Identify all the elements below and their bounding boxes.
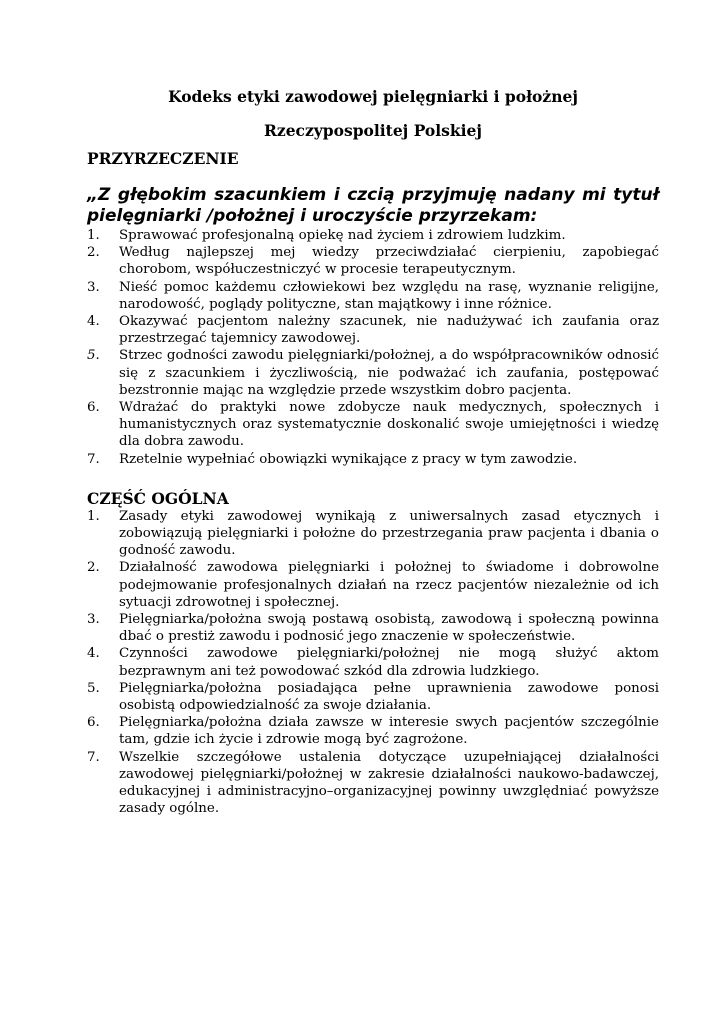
list-item-number: 6. xyxy=(87,400,100,416)
list-item-text: Sprawować profesjonalną opiekę nad życiem i zdrowiem ludzkim. xyxy=(119,228,566,243)
list-item-text: Czynności zawodowe pielęgniarki/położnej nie mogą służyć aktom bezprawnym ani też powodować szkód dla zdrowia ludzkiego. xyxy=(119,646,659,679)
list-item-number: 2. xyxy=(87,560,100,576)
oath-heading: PRZYRZECZENIE xyxy=(87,149,239,168)
document-title-country: Rzeczypospolitej Polskiej xyxy=(264,121,482,140)
list-item xyxy=(87,227,659,244)
list-item xyxy=(87,313,659,347)
list-item xyxy=(87,680,659,714)
list-item-text: Rzetelnie wypełniać obowiązki wynikające z pracy w tym zawodzie. xyxy=(119,451,578,467)
list-item-number: 4. xyxy=(87,314,100,330)
list-item xyxy=(87,347,659,399)
list-item xyxy=(87,508,659,560)
list-item-number: 5. xyxy=(87,348,100,364)
general-section-heading: CZĘŚĆ OGÓLNA xyxy=(87,488,229,508)
list-item-number: 1. xyxy=(87,228,100,243)
general-list xyxy=(87,508,659,818)
list-item-number: 3. xyxy=(87,612,100,628)
list-item xyxy=(87,714,659,748)
list-item xyxy=(87,244,659,278)
list-item-text: Okazywać pacjentom należny szacunek, nie nadużywać ich zaufania oraz przestrzegać tajemnicy zawodowej. xyxy=(119,314,659,347)
list-item xyxy=(87,451,659,468)
list-item-number: 3. xyxy=(87,279,100,295)
list-item xyxy=(87,279,659,313)
list-item xyxy=(87,645,659,679)
list-item-number: 7. xyxy=(87,451,100,467)
list-item-number: 2. xyxy=(87,245,100,261)
list-item-text: Wszelkie szczegółowe ustalenia dotyczące uzupełniającej działalności zawodowej pielęgniarki/położnej w zakresie działalności naukowo-badawczej, edukacyjnej i administracyjno–organizacyjnej powinny uwzględniać powyższe zasady ogólne. xyxy=(119,749,659,817)
list-item xyxy=(87,559,659,611)
list-item-text: Według najlepszej mej wiedzy przeciwdziałać cierpieniu, zapobiegać chorobom, współuczestniczyć w procesie terapeutycznym. xyxy=(119,245,659,278)
list-item-text: Pielęgniarka/położna posiadająca pełne uprawnienia zawodowe ponosi osobistą odpowiedzialność za swoje działania. xyxy=(119,680,659,714)
oath-text: „Z głębokim szacunkiem i czcią przyjmuję nadany mi tytuł pielęgniarki /położnej i uroczyście przyrzekam: xyxy=(87,185,659,226)
list-item-text: Pielęgniarka/położna swoją postawą osobistą, zawodową i społeczną powinna dbać o prestiż zawodu i podnosić jego znaczenie w społeczeństwie. xyxy=(119,612,659,645)
list-item-text: Zasady etyki zawodowej wynikają z uniwersalnych zasad etycznych i zobowiązują pielęgniarki i położne do przestrzegania praw pacjenta i dbania o godność zawodu. xyxy=(119,508,659,559)
list-item-text: Wdrażać do praktyki nowe zdobycze nauk medycznych, społecznych i humanistycznych oraz systematycznie doskonalić swoje umiejętności i wiedzę dla dobra zawodu. xyxy=(119,400,659,450)
document-page xyxy=(87,88,659,818)
document-title: Kodeks etyki zawodowej pielęgniarki i położnej xyxy=(168,87,578,106)
list-item xyxy=(87,749,659,818)
list-item xyxy=(87,611,659,645)
list-item-text: Pielęgniarka/położna działa zawsze w interesie swych pacjentów szczególnie tam, gdzie ich życie i zdrowie mogą być zagrożone. xyxy=(119,715,659,748)
list-item-number: 6. xyxy=(87,715,100,731)
oath-list xyxy=(87,227,659,468)
list-item-text: Nieść pomoc każdemu człowiekowi bez względu na rasę, wyznanie religijne, narodowość, poglądy polityczne, stan majątkowy i inne różnice. xyxy=(119,279,659,312)
list-item xyxy=(87,399,659,451)
list-item-text: Działalność zawodowa pielęgniarki i położnej to świadome i dobrowolne podejmowanie profesjonalnych działań na rzecz pacjentów niezależnie od ich sytuacji zdrowotnej i społecznej. xyxy=(119,560,659,610)
list-item-number: 4. xyxy=(87,646,100,662)
list-item-number: 5. xyxy=(87,680,100,696)
list-item-text: Strzec godności zawodu pielęgniarki/położnej, a do współpracowników odnosić się z szacunkiem i życzliwością, nie podważać ich zaufania, postępować bezstronnie mając na względzie przede wszystkim dobro pacjenta. xyxy=(119,348,659,398)
list-item-number: 1. xyxy=(87,508,100,524)
list-item-number: 7. xyxy=(87,749,100,765)
